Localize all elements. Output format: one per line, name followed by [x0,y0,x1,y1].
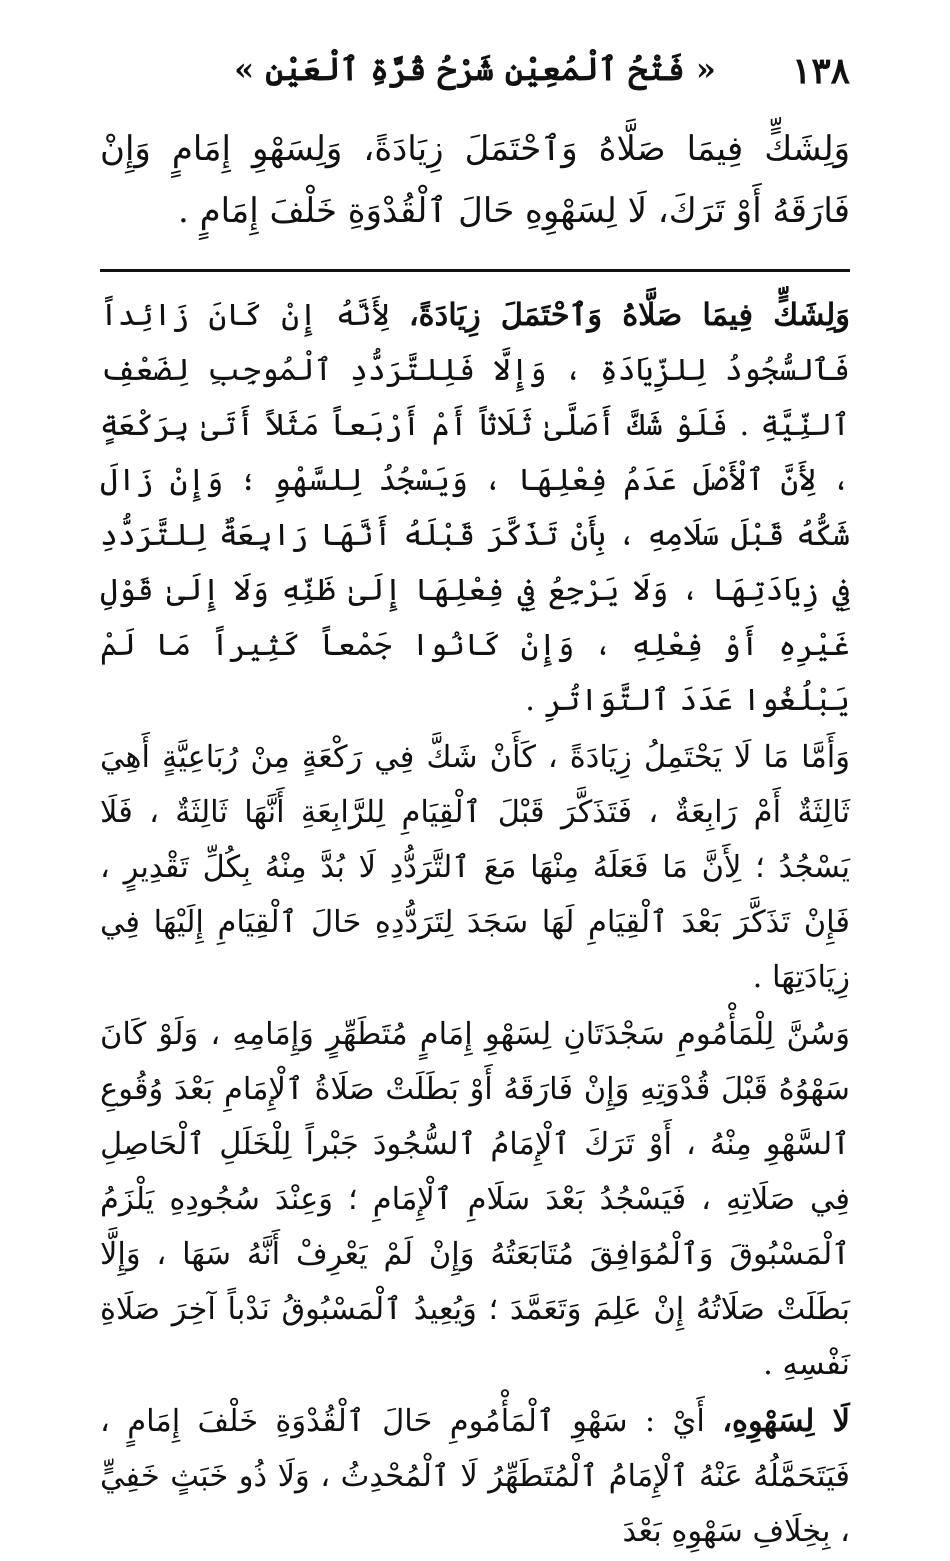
paragraph-text: أَيْ : سَهْوِ ٱلْمَأْمُومِ حَالَ ٱلْقُدْوَةِ خَلْفَ إِمَامٍ ، فَيَتَحَمَّلُهُ عَنْهُ ٱلْإِمَامُ ٱلْمُتَطَهِّرُ لَا ٱلْمُحْدِثُ ، وَلَا ذُو خَبَثٍ خَفِيٍّ ، بِخِلَافِ سَهْوِهِ بَعْدَ [100,1404,850,1549]
main-text: وَلِشَكٍّ فِيمَا صَلَّاهُ وَٱحْتَمَلَ زِيَادَةً، وَلِسَهْوِ إِمَامٍ وَإِنْ فَارَقَهُ أَوْ تَرَكَ، لَا لِسَهْوِهِ حَالَ ٱلْقُدْوَةِ خَلْفَ إِمَامٍ . [100,129,850,231]
paragraph-text: وَأَمَّا مَا لَا يَحْتَمِلُ زِيَادَةً ، كَأَنْ شَكَّ فِي رَكْعَةٍ مِنْ رُبَاعِيَّةٍ أَهِيَ ثَالِثَةٌ أَمْ رَابِعَةٌ ، فَتَذَكَّرَ قَبْلَ ٱلْقِيَامِ لِلرَّابِعَةِ أَنَّهَا ثَالِثَةٌ ، فَلَا يَسْجُدُ ؛ لِأَنَّ مَا فَعَلَهُ مِنْهَا مَعَ ٱلتَّرَدُّدِ لَا بُدَّ مِنْهُ بِكُلِّ تَقْدِيرٍ ، فَإِنْ تَذَكَّرَ بَعْدَ ٱلْقِيَامِ لَهَا سَجَدَ لِتَرَدُّدِهِ حَالَ ٱلْقِيَامِ إِلَيْهَا فِي زِيَادَتِهَا . [100,740,850,995]
page-number: ١٣٨ [791,50,850,92]
running-title: « فَتْحُ ٱلْمُعِيْنِ شَرْحُ قُرَّةِ ٱلْعَيْنِ » [234,50,716,88]
commentary-paragraph-1 [100,288,850,728]
separator-line [100,269,850,272]
paragraph-text: وَسُنَّ لِلْمَأْمُومِ سَجْدَتَانِ لِسَهْوِ إِمَامٍ مُتَطَهِّرٍ وَإِمَامِهِ ، وَلَوْ كَانَ سَهْوُهُ قَبْلَ قُدْوَتِهِ وَإِنْ فَارَقَهُ أَوْ بَطَلَتْ صَلَاةُ ٱلْإِمَامِ بَعْدَ وُقُوعِ ٱلسَّهْوِ مِنْهُ ، أَوْ تَرَكَ ٱلْإِمَامُ ٱلسُّجُودَ جَبْراً لِلْخَلَلِ ٱلْحَاصِلِ فِي صَلَاتِهِ ، فَيَسْجُدُ بَعْدَ سَلَامِ ٱلْإِمَامِ ؛ وَعِنْدَ سُجُودِهِ يَلْزَمُ ٱلْمَسْبُوقَ وَٱلْمُوَافِقَ مُتَابَعَتُهُ وَإِنْ لَمْ يَعْرِفْ أَنَّهُ سَهَا ، وَإِلَّا بَطَلَتْ صَلَاتُهُ إِنْ عَلِمَ وَتَعَمَّدَ ؛ وَيُعِيدُ ٱلْمَسْبُوقُ نَدْباً آخِرَ صَلَاةِ نَفْسِهِ . [100,1017,850,1382]
paragraph-lead: وَلِشَكٍّ فِيمَا صَلَّاهُ وَٱحْتَمَلَ زِيَادَةً، [408,297,851,333]
commentary [100,288,850,1561]
paragraph-text: لِأَنَّهُ إِنْ كَانَ زَائِداً فَٱلسُّجُودُ لِلزِّيَادَةِ ، وَإِلَّا فَلِلتَّرَدُّدِ ٱلْمُوجِبِ لِضَعْفِ ٱلنِّيَّةِ . فَلَوْ شَكَّ أَصَلَّىٰ ثَلَاثاً أَمْ أَرْبَعاً مَثَلاً أَتَىٰ بِرَكْعَةٍ ، لِأَنَّ ٱلْأَصْلَ عَدَمُ فِعْلِهَا ، وَيَسْجُدُ لِلسَّهْوِ ؛ وَإِنْ زَالَ شَكُّهُ قَبْلَ سَلَامِهِ ، بِأَنْ تَذَكَّرَ قَبْلَهُ أَنَّهَا رَابِعَةٌ لِلتَّرَدُّدِ فِي زِيَادَتِهَا ، وَلَا يَرْجِعُ فِي فِعْلِهَا إِلَىٰ ظَنِّهِ وَلَا إِلَىٰ قَوْلِ غَيْرِهِ أَوْ فِعْلِهِ ، وَإِنْ كَانُوا جَمْعاً كَثِيراً مَا لَمْ يَبْلُغُوا عَدَدَ ٱلتَّوَاتُرِ . [100,298,850,718]
commentary-paragraph-4 [100,1394,850,1559]
commentary-paragraph-2 [100,730,850,1005]
commentary-paragraph-3 [100,1007,850,1392]
paragraph-lead: لَا لِسَهْوِهِ، [722,1403,850,1439]
page-header [100,44,850,104]
